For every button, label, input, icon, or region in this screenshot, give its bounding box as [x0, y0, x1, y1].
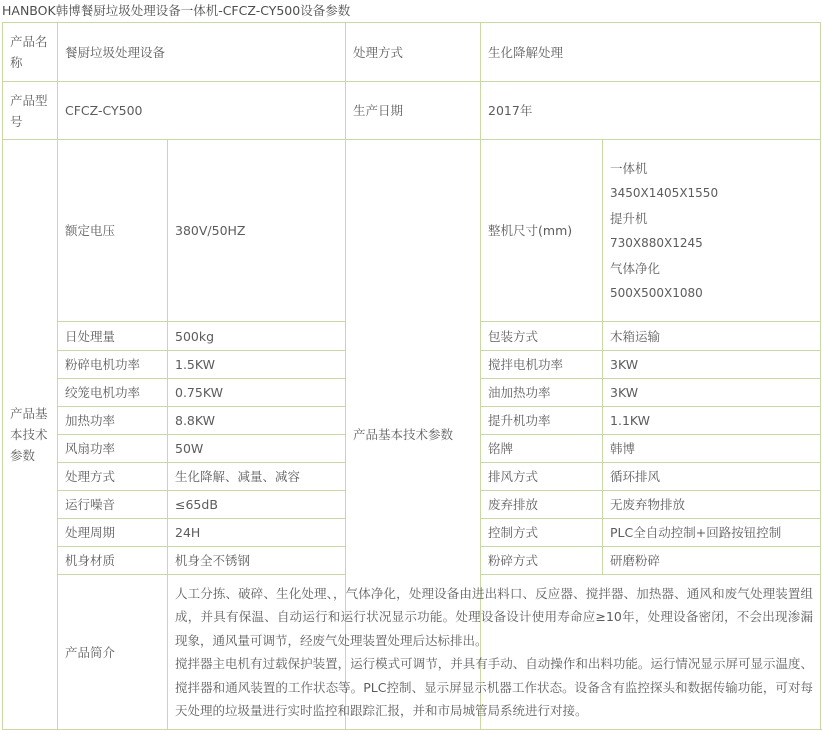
cell-rated-voltage-value: 380V/50HZ — [168, 140, 346, 322]
cell-treatment-method-label: 处理方式 — [58, 463, 168, 491]
cell-product-name-value: 餐厨垃圾处理设备 — [58, 23, 346, 82]
cell-overall-size-label: 整机尺寸(mm) — [481, 140, 603, 322]
cell-production-date-label: 生产日期 — [346, 82, 481, 140]
cell-exhaust-method-label: 排风方式 — [481, 463, 603, 491]
cell-description-body — [168, 575, 821, 730]
cell-heating-power-label: 加热功率 — [58, 407, 168, 435]
table-row — [3, 140, 821, 322]
cell-lifter-power-value: 1.1KW — [603, 407, 821, 435]
cell-fan-power-value: 50W — [168, 435, 346, 463]
dimension-list — [610, 156, 813, 306]
cell-packing-value: 木箱运输 — [603, 322, 821, 351]
cell-overall-size-value — [603, 140, 821, 322]
cell-treatment-method-value: 生化降解、减量、减容 — [168, 463, 346, 491]
cell-oil-heating-power-value: 3KW — [603, 379, 821, 407]
cell-daily-capacity-value: 500kg — [168, 322, 346, 351]
cell-nameplate-label: 铭牌 — [481, 435, 603, 463]
cell-auger-power-value: 0.75KW — [168, 379, 346, 407]
dimension-line: 提升机 — [610, 210, 648, 226]
dimension-line: 3450X1405X1550 — [610, 185, 719, 200]
cell-production-date-value: 2017年 — [481, 82, 821, 140]
cell-product-model-label: 产品型号 — [3, 82, 58, 140]
cell-cycle-label: 处理周期 — [58, 519, 168, 547]
cell-nameplate-value: 韩博 — [603, 435, 821, 463]
table-row — [3, 575, 821, 730]
cell-heating-power-value: 8.8KW — [168, 407, 346, 435]
cell-cycle-value: 24H — [168, 519, 346, 547]
cell-oil-heating-power-label: 油加热功率 — [481, 379, 603, 407]
cell-section-label: 产品基本技术参数 — [3, 140, 58, 730]
cell-crushing-method-value: 研磨粉碎 — [603, 547, 821, 575]
cell-control-method-label: 控制方式 — [481, 519, 603, 547]
cell-auger-power-label: 绞笼电机功率 — [58, 379, 168, 407]
cell-body-material-value: 机身全不锈钢 — [168, 547, 346, 575]
cell-crushing-method-label: 粉碎方式 — [481, 547, 603, 575]
cell-noise-label: 运行噪音 — [58, 491, 168, 519]
table-row — [3, 23, 821, 82]
cell-product-name-label: 产品名称 — [3, 23, 58, 82]
cell-process-method-label: 处理方式 — [346, 23, 481, 82]
cell-lifter-power-label: 提升机功率 — [481, 407, 603, 435]
dimension-line: 730X880X1245 — [610, 235, 703, 250]
cell-product-model-value: CFCZ-CY500 — [58, 82, 346, 140]
cell-mixer-power-label: 搅拌电机功率 — [481, 351, 603, 379]
cell-packing-label: 包装方式 — [481, 322, 603, 351]
cell-waste-discharge-label: 废弃排放 — [481, 491, 603, 519]
dimension-line: 500X500X1080 — [610, 285, 703, 300]
cell-section-center-label: 产品基本技术参数 — [346, 140, 481, 730]
cell-process-method-value: 生化降解处理 — [481, 23, 821, 82]
page-title: HANBOK韩博餐厨垃圾处理设备一体机-CFCZ-CY500设备参数 — [2, 3, 351, 18]
cell-fan-power-label: 风扇功率 — [58, 435, 168, 463]
cell-crusher-power-value: 1.5KW — [168, 351, 346, 379]
dimension-line: 一体机 — [610, 160, 648, 176]
cell-waste-discharge-value: 无废弃物排放 — [603, 491, 821, 519]
description-paragraph: 人工分拣、破碎、生化处理、，气体净化，处理设备由进出料口、反应器、搅拌器、加热器、通风和废气处理装置组成，并具有保温、自动运行和运行状况显示功能。处理设备设计使用寿命应≥10年，处理设备密闭，不会出现渗漏现象，通风量可调节，经废气处理装置处理后达标排出。 — [175, 585, 814, 648]
cell-noise-value: ≤65dB — [168, 491, 346, 519]
table-row — [3, 82, 821, 140]
dimension-line: 气体净化 — [610, 260, 661, 276]
cell-daily-capacity-label: 日处理量 — [58, 322, 168, 351]
cell-rated-voltage-label: 额定电压 — [58, 140, 168, 322]
cell-mixer-power-value: 3KW — [603, 351, 821, 379]
cell-crusher-power-label: 粉碎电机功率 — [58, 351, 168, 379]
specification-table — [2, 22, 821, 730]
cell-control-method-value: PLC全自动控制+回路按钮控制 — [603, 519, 821, 547]
cell-body-material-label: 机身材质 — [58, 547, 168, 575]
description-paragraph: 搅拌器主电机有过载保护装置，运行模式可调节，并具有手动、自动操作和出料功能。运行情况显示屏可显示温度、搅拌器和通风装置的工作状态等。PLC控制、显示屏显示机器工作状态。设备含有监控探头和数据传输功能，可对每天处理的垃圾量进行实时监控和跟踪汇报，并和市局城管局系统进行对接。 — [175, 656, 814, 718]
cell-description-label: 产品简介 — [58, 575, 168, 730]
cell-exhaust-method-value: 循环排风 — [603, 463, 821, 491]
